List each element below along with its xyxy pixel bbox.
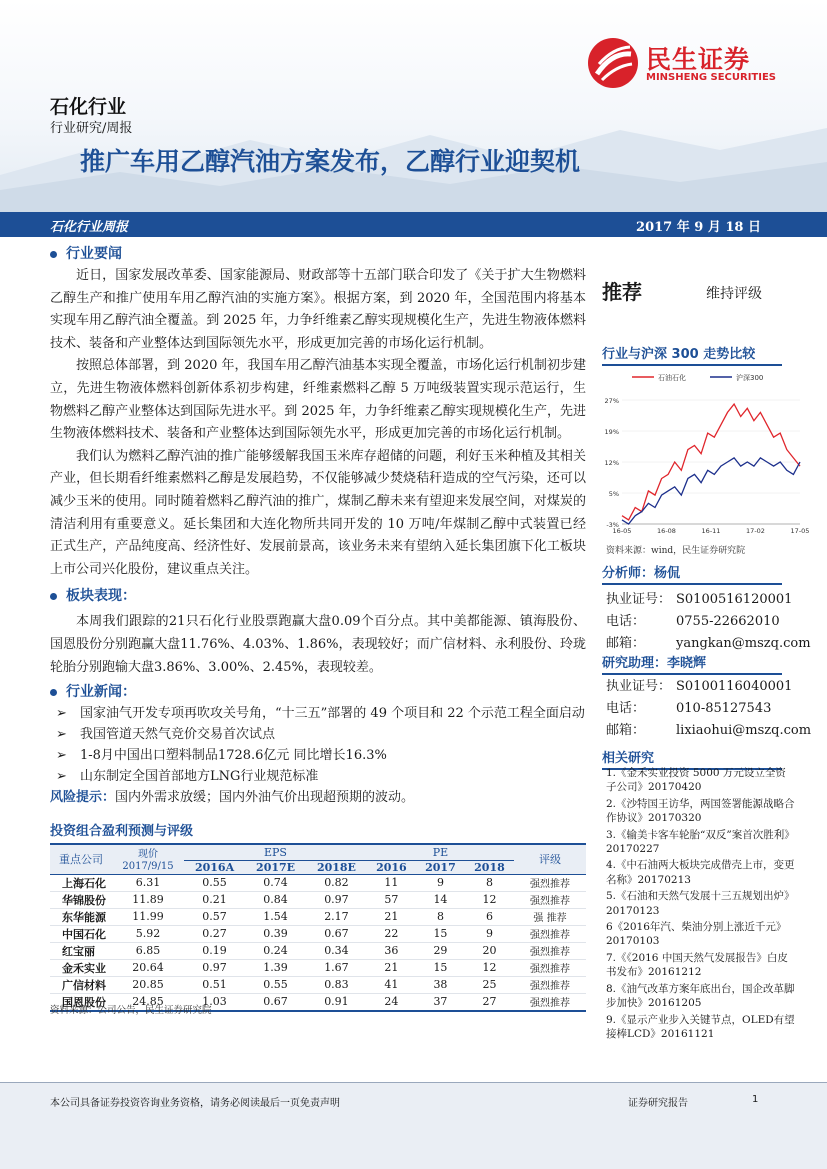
sector-section-title: 板块表现： xyxy=(66,588,136,605)
news-paragraph: 近日，国家发展改革委、国家能源局、财政部等十五部门联合印发了《关于扩大生物燃料乙醇生产和推广使用车用乙醇汽油的实施方案》。根据方案，到 2020 年，全国范围内将基本实现车用乙醇汽油全覆盖。到 2025 年，力争纤维素乙醇实现规模化生产，先进生物液体燃料技术、装备和产业整体达到国际领先水平，形成更加完善的市场化运行机制。 xyxy=(50,268,586,351)
table-cell: 0.27 xyxy=(184,925,245,942)
related-item: 3.《输美卡客车轮胎“双反”案首次胜利》20170227 xyxy=(606,828,795,856)
table-cell: 15 xyxy=(416,925,465,942)
table-cell: 21 xyxy=(367,908,416,925)
table-cell: 0.91 xyxy=(306,993,367,1011)
table-cell: 20.64 xyxy=(112,959,184,976)
table-cell: 29 xyxy=(416,942,465,959)
assistant-license: 执业证号： S0100116040001 xyxy=(606,679,793,694)
table-cell: 9 xyxy=(465,925,514,942)
table-cell: 24 xyxy=(367,993,416,1011)
table-row xyxy=(50,976,586,993)
table-cell: 0.39 xyxy=(245,925,306,942)
page-number: 1 xyxy=(752,1094,759,1105)
main-content xyxy=(50,243,586,808)
list-item: ➢ 我国管道天然气竞价交易首次试点 xyxy=(50,724,586,745)
risk-label: 风险提示： xyxy=(50,790,116,806)
table-cell: 金禾实业 xyxy=(50,959,112,976)
news-paragraph: 按照总体部署，到 2020 年，我国车用乙醇汽油基本实现全覆盖，市场化运行机制初步建立，先进生物液体燃料创新体系初步构建，纤维素燃料乙醇 5 万吨级装置实现示范运行，生物燃料乙醇产业整体达到国际先进水平。到 2025 年，力争纤维素乙醇实现规模化生产，先进生物液体燃料技术、装备和产业整体达到国际领先水平，形成更加完善的市场化运行机制。 xyxy=(50,358,586,442)
table-cell: 强烈推荐 xyxy=(514,993,586,1011)
table-cell: 强烈推荐 xyxy=(514,942,586,959)
x-tick-label: 16-08 xyxy=(657,527,676,535)
rating: 推荐 xyxy=(602,280,642,304)
table-cell: 强烈推荐 xyxy=(514,925,586,942)
table-cell: 0.55 xyxy=(245,976,306,993)
col-year: 2017 xyxy=(416,860,465,874)
table-cell: 0.51 xyxy=(184,976,245,993)
footer-doc-type: 证券研究报告 xyxy=(628,1098,688,1109)
industry-label: 石化行业 xyxy=(50,96,127,118)
table-cell: 12 xyxy=(465,959,514,976)
table-cell: 上海石化 xyxy=(50,874,112,891)
table-row xyxy=(50,925,586,942)
table-cell: 红宝丽 xyxy=(50,942,112,959)
table-cell: 0.83 xyxy=(306,976,367,993)
col-price: 现价 xyxy=(112,844,184,860)
table-cell: 0.82 xyxy=(306,874,367,891)
table-cell: 1.67 xyxy=(306,959,367,976)
table-cell: 12 xyxy=(465,891,514,908)
col-year: 2018E xyxy=(306,860,367,874)
related-item: 4.《中石油两大板块完成借壳上市，变更名称》20170213 xyxy=(606,859,795,886)
legend-label: 石油石化 xyxy=(658,374,686,382)
table-row xyxy=(50,908,586,925)
col-eps: EPS xyxy=(184,844,367,860)
news-paragraph: 我们认为燃料乙醇汽油的推广能够缓解我国玉米库存超储的问题，利好玉米种植及其相关产业，但长期看纤维素燃料乙醇是发展趋势，不仅能够减少焚烧秸秆造成的空气污染，还可以减少玉米的使用。同时随着燃料乙醇汽油的推广，煤制乙醇未来有望迎来发展空间，对煤炭的清洁利用有重要意义。延长集团和大连化物所共同开发的 10 万吨/年煤制乙醇中式装置已经正式生产，产品纯度高、经济性好、发展前景高，该业务未来有望纳入延长集团旗下化工板块上市公司兴化股份，建议重点关注。 xyxy=(50,448,586,577)
y-tick-label: -3% xyxy=(606,521,619,529)
report-type: 行业研究/周报 xyxy=(50,121,133,136)
y-tick-label: 5% xyxy=(608,490,619,498)
table-cell: 华锦股份 xyxy=(50,891,112,908)
brand-name-en: MINSHENG SECURITIES xyxy=(646,72,776,83)
table-row xyxy=(50,942,586,959)
arrow-bullet-icon: ➢ xyxy=(56,748,67,764)
table-cell: 11 xyxy=(367,874,416,891)
footer-disclaimer: 本公司具备证券投资咨询业务资格，请务必阅读最后一页免责声明 xyxy=(50,1098,340,1109)
table-cell: 38 xyxy=(416,976,465,993)
analyst-phone: 电话： 0755-22662010 xyxy=(606,614,780,629)
x-tick-label: 16-05 xyxy=(612,527,632,535)
table-cell: 24.85 xyxy=(112,993,184,1011)
table-row xyxy=(50,891,586,908)
table-cell: 8 xyxy=(465,874,514,891)
table-cell: 国恩股份 xyxy=(50,993,112,1011)
sector-paragraph: 本周我们跟踪的21只石化行业股票跑赢大盘0.09个百分点。其中美都能源、镇海股份、国恩股份分别跑赢大盘11.76%、4.03%、1.86%，表现较好；而广信材料、永利股份、玲珑轮胎分别跑输大盘3.86%、3.00%、2.45%，表现较差。 xyxy=(50,614,586,675)
table-cell: 东华能源 xyxy=(50,908,112,925)
table-cell: 0.57 xyxy=(184,908,245,925)
analyst-license: 执业证号： S0100516120001 xyxy=(606,592,793,607)
table-title: 投资组合盈利预测与评级 xyxy=(50,824,194,839)
related-item: 2.《沙特国王访华，两国签署能源战略合作协议》20170320 xyxy=(606,797,795,825)
related-item: 7.《《2016 中国天然气发展报告》白皮书发布》20161212 xyxy=(606,951,788,979)
trend-chart xyxy=(602,366,814,541)
related-heading: 相关研究 xyxy=(602,747,782,770)
risk-warning xyxy=(50,787,586,808)
table-cell: 11.99 xyxy=(112,908,184,925)
table-cell: 强烈推荐 xyxy=(514,874,586,891)
table-cell: 8 xyxy=(416,908,465,925)
table-cell: 20 xyxy=(465,942,514,959)
related-item: 6《2016年汽、柴油分别上涨近千元》20170103 xyxy=(606,921,787,948)
col-year: 2016 xyxy=(367,860,416,874)
analyst-email: 邮箱： yangkan@mszq.com xyxy=(606,636,811,651)
table-cell: 0.55 xyxy=(184,874,245,891)
x-tick-label: 16-11 xyxy=(701,527,721,535)
bullet-icon xyxy=(50,251,57,258)
table-cell: 57 xyxy=(367,891,416,908)
related-item: 8.《油气改革方案年底出台，国企改革脚步加快》20161205 xyxy=(606,982,795,1010)
bar-report-name: 石化行业周报 xyxy=(50,220,129,235)
table-cell: 0.97 xyxy=(306,891,367,908)
arrow-bullet-icon: ➢ xyxy=(56,727,67,743)
assistant-heading: 研究助理：李晓辉 xyxy=(602,652,782,675)
table-source: 资料来源：公司公告，民生证券研究院 xyxy=(50,1005,212,1016)
col-pe: PE xyxy=(367,844,514,860)
news-section-title: 行业要闻 xyxy=(66,246,122,262)
bullet-icon xyxy=(50,689,57,696)
table-cell: 1.39 xyxy=(245,959,306,976)
table-cell: 15 xyxy=(416,959,465,976)
table-cell: 强烈推荐 xyxy=(514,891,586,908)
risk-text: 国内外需求放缓；国内外油气价出现超预期的波动。 xyxy=(115,790,415,806)
col-rating: 评级 xyxy=(514,844,586,874)
table-cell: 广信材料 xyxy=(50,976,112,993)
table-cell: 27 xyxy=(465,993,514,1011)
bullet-icon xyxy=(50,593,57,600)
table-cell: 11.89 xyxy=(112,891,184,908)
brand-mark-icon xyxy=(588,38,638,88)
chart-heading: 行业与沪深 300 走势比较 xyxy=(602,343,782,366)
y-tick-label: 19% xyxy=(604,428,619,436)
related-item: 5.《石油和天然气发展十三五规划出炉》20170123 xyxy=(606,890,795,917)
report-date: 2017 年 9 月 18 日 xyxy=(636,220,761,235)
col-year: 2018 xyxy=(465,860,514,874)
col-price-date: 2017/9/15 xyxy=(112,860,184,874)
list-item: ➢ 山东制定全国首部地方LNG行业规范标准 xyxy=(50,766,586,787)
assistant-email: 邮箱： lixiaohui@mszq.com xyxy=(606,723,812,738)
table-cell: 强烈推荐 xyxy=(514,976,586,993)
legend-label: 沪深300 xyxy=(736,374,764,382)
news-section-heading xyxy=(50,243,586,263)
table-row xyxy=(50,959,586,976)
table-cell: 41 xyxy=(367,976,416,993)
x-tick-label: 17-02 xyxy=(746,527,765,535)
table-cell: 0.67 xyxy=(306,925,367,942)
table-cell: 0.67 xyxy=(245,993,306,1011)
table-cell: 0.21 xyxy=(184,891,245,908)
table-cell: 6.85 xyxy=(112,942,184,959)
related-reports xyxy=(606,766,796,1043)
x-tick-label: 17-05 xyxy=(790,527,810,535)
col-year: 2016A xyxy=(184,860,245,874)
table-cell: 14 xyxy=(416,891,465,908)
table-cell: 6 xyxy=(465,908,514,925)
table-cell: 0.19 xyxy=(184,942,245,959)
table-cell: 20.85 xyxy=(112,976,184,993)
table-cell: 0.74 xyxy=(245,874,306,891)
table-cell: 36 xyxy=(367,942,416,959)
table-cell: 0.24 xyxy=(245,942,306,959)
table-cell: 21 xyxy=(367,959,416,976)
table-cell: 2.17 xyxy=(306,908,367,925)
table-cell: 强 推荐 xyxy=(514,908,586,925)
list-item: ➢ 国家油气开发专项再吹攻关号角，“十三五”部署的 49 个项目和 22 个示范工程全面启动 xyxy=(50,703,586,724)
sector-section-heading xyxy=(50,585,586,605)
table-cell: 6.31 xyxy=(112,874,184,891)
y-tick-label: 12% xyxy=(604,459,619,467)
related-item: 1.《金禾实业投资 5000 万元设立全资子公司》20170420 xyxy=(606,767,786,794)
table-cell: 0.97 xyxy=(184,959,245,976)
analyst-heading: 分析师：杨侃 xyxy=(602,562,782,585)
table-cell: 37 xyxy=(416,993,465,1011)
table-cell: 0.84 xyxy=(245,891,306,908)
industry-news-title: 行业新闻： xyxy=(66,684,136,701)
table-cell: 强烈推荐 xyxy=(514,959,586,976)
list-item: ➢ 1-8月中国出口塑料制品1728.6亿元 同比增长16.3% xyxy=(50,745,586,766)
table-cell: 25 xyxy=(465,976,514,993)
arrow-bullet-icon: ➢ xyxy=(56,706,67,722)
table-row xyxy=(50,874,586,891)
table-cell: 1.03 xyxy=(184,993,245,1011)
table-cell: 22 xyxy=(367,925,416,942)
brand-logo xyxy=(588,38,788,98)
table-cell: 9 xyxy=(416,874,465,891)
rating-note: 维持评级 xyxy=(706,286,762,302)
forecast-table xyxy=(50,843,586,1012)
brand-name-cn: 民生证券 xyxy=(646,45,751,74)
chart-source: 资料来源：wind，民生证券研究院 xyxy=(606,546,746,556)
page-title: 推广车用乙醇汽油方案发布，乙醇行业迎契机 xyxy=(80,147,581,176)
y-tick-label: 27% xyxy=(604,397,619,405)
col-company: 重点公司 xyxy=(50,844,112,874)
assistant-phone: 电话： 010-85127543 xyxy=(606,701,772,716)
table-cell: 0.34 xyxy=(306,942,367,959)
related-item: 9.《显示产业步入关键节点，OLED有望接棒LCD》20161121 xyxy=(606,1013,795,1040)
arrow-bullet-icon: ➢ xyxy=(56,769,67,785)
table-cell: 5.92 xyxy=(112,925,184,942)
col-year: 2017E xyxy=(245,860,306,874)
table-cell: 1.54 xyxy=(245,908,306,925)
table-cell: 中国石化 xyxy=(50,925,112,942)
industry-news-heading xyxy=(50,681,586,701)
